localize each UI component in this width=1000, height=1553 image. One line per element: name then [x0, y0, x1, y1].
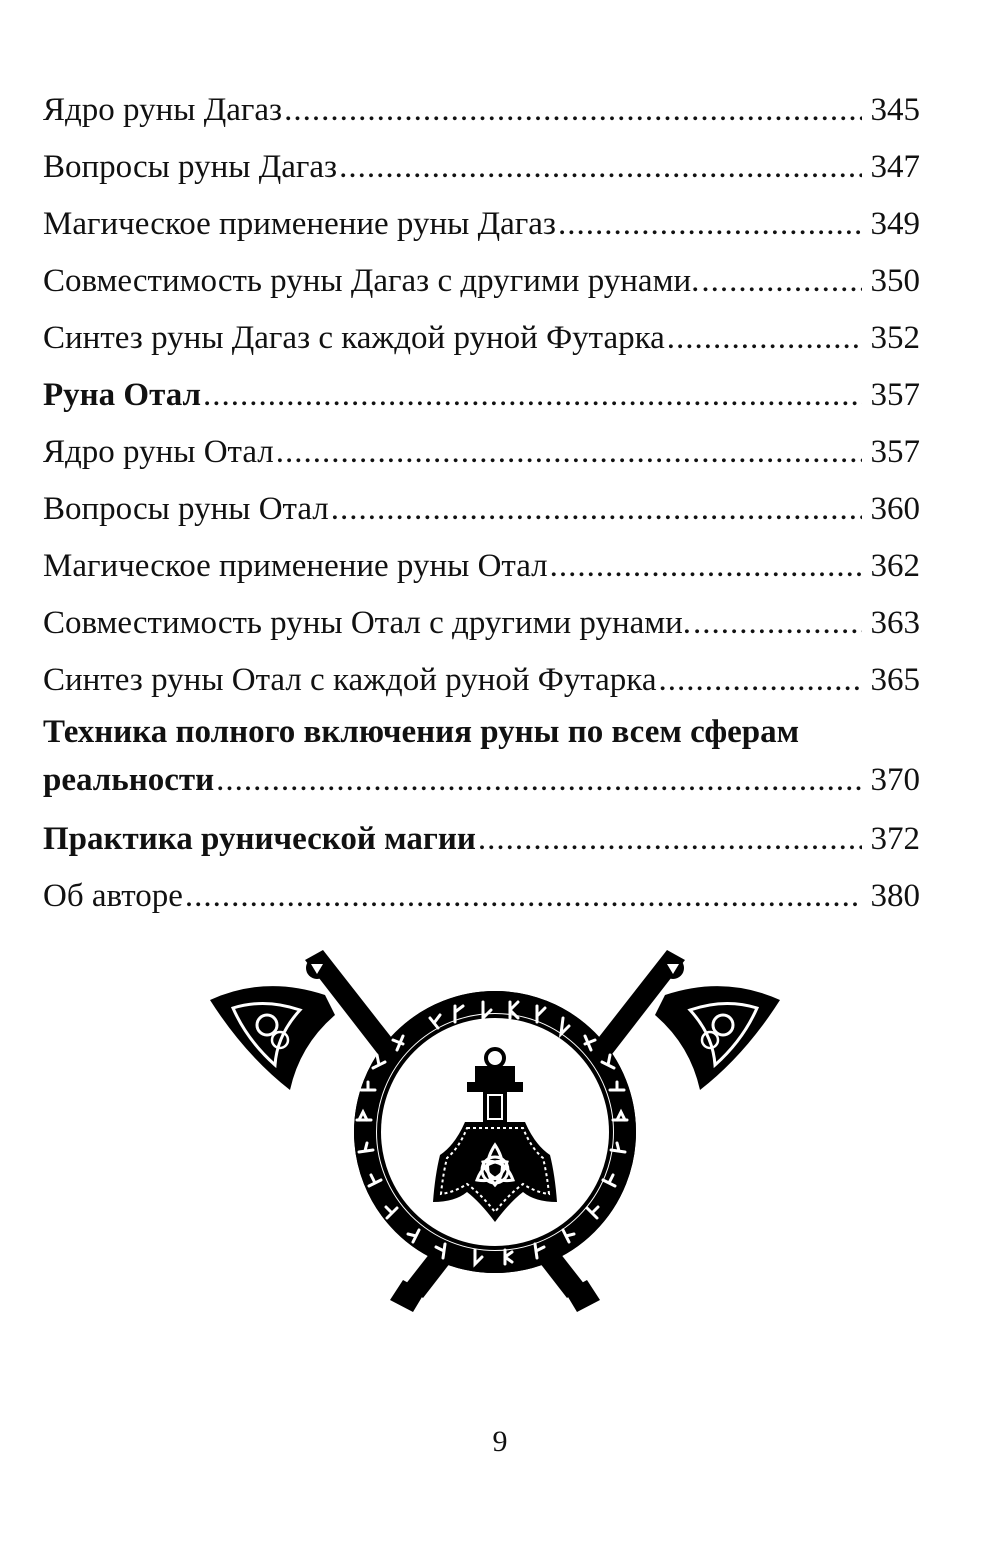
toc-entry-page: 357 — [870, 377, 920, 413]
toc-entry-page: 362 — [870, 548, 920, 584]
toc-entry-page: 380 — [870, 878, 920, 914]
toc-entry-title: Совместимость руны Отал с другими рунами. — [43, 605, 692, 641]
toc-entry-page: 349 — [870, 206, 920, 242]
table-of-contents — [43, 82, 920, 925]
toc-entry-title: Магическое применение руны Отал — [43, 548, 548, 584]
toc-entry-page: 352 — [870, 320, 920, 356]
toc-entry-page: 372 — [870, 821, 920, 857]
toc-entry-practice — [43, 811, 920, 868]
crossed-axes-mjolnir-rune-circle-icon — [205, 940, 785, 1330]
toc-entry-dagaz-core — [43, 82, 920, 139]
toc-entry-dagaz-compatibility — [43, 253, 920, 310]
toc-entry-dagaz-magic — [43, 196, 920, 253]
toc-entry-about-author — [43, 868, 920, 925]
toc-entry-title: Ядро руны Дагаз — [43, 92, 283, 128]
toc-entry-othala-rune — [43, 367, 920, 424]
toc-entry-page: 363 — [870, 605, 920, 641]
toc-entry-page: 357 — [870, 434, 920, 470]
toc-entry-title: Ядро руны Отал — [43, 434, 274, 470]
toc-entry-title-line2: реальности — [43, 762, 215, 798]
toc-entry-title: Практика рунической магии — [43, 821, 476, 857]
toc-entry-page: 360 — [870, 491, 920, 527]
toc-entry-title: Об авторе — [43, 878, 183, 914]
toc-entry-page: 365 — [870, 662, 920, 698]
page-number: 9 — [492, 1425, 508, 1458]
toc-entry-title: Синтез руны Отал с каждой руной Футарка — [43, 662, 657, 698]
toc-entry-othala-synthesis — [43, 652, 920, 709]
toc-leader-dots — [276, 424, 862, 481]
toc-entry-title: Вопросы руны Дагаз — [43, 149, 338, 185]
toc-leader-dots — [284, 82, 862, 139]
toc-entry-othala-magic — [43, 538, 920, 595]
toc-entry-title: Магическое применение руны Дагаз — [43, 206, 556, 242]
toc-leader-dots — [658, 652, 862, 709]
toc-leader-dots — [203, 367, 862, 424]
toc-leader-dots — [185, 868, 862, 925]
toc-entry-page: 345 — [870, 92, 920, 128]
toc-entry-othala-compatibility — [43, 595, 920, 652]
toc-entry-othala-core — [43, 424, 920, 481]
toc-leader-dots — [478, 811, 862, 868]
toc-entry-page: 347 — [870, 149, 920, 185]
toc-entry-page: 370 — [870, 762, 920, 798]
toc-entry-dagaz-questions — [43, 139, 920, 196]
toc-leader-dots — [216, 755, 862, 805]
toc-leader-dots — [331, 481, 862, 538]
toc-leader-dots — [339, 139, 862, 196]
toc-entry-title: Вопросы руны Отал — [43, 491, 329, 527]
toc-entry-title: Синтез руны Дагаз с каждой руной Футарка — [43, 320, 665, 356]
toc-entry-title: Руна Отал — [43, 377, 202, 413]
toc-entry-title: Совместимость руны Дагаз с другими рунами. — [43, 263, 700, 299]
toc-entry-title-line1: Техника полного включения руны по всем сферам — [43, 714, 800, 750]
toc-entry-technique — [43, 709, 920, 805]
toc-entry-othala-questions — [43, 481, 920, 538]
toc-entry-page: 350 — [870, 263, 920, 299]
toc-leader-dots — [693, 595, 862, 652]
toc-leader-dots — [701, 253, 862, 310]
toc-leader-dots — [667, 310, 862, 367]
toc-entry-dagaz-synthesis — [43, 310, 920, 367]
toc-leader-dots — [558, 196, 862, 253]
toc-leader-dots — [550, 538, 862, 595]
